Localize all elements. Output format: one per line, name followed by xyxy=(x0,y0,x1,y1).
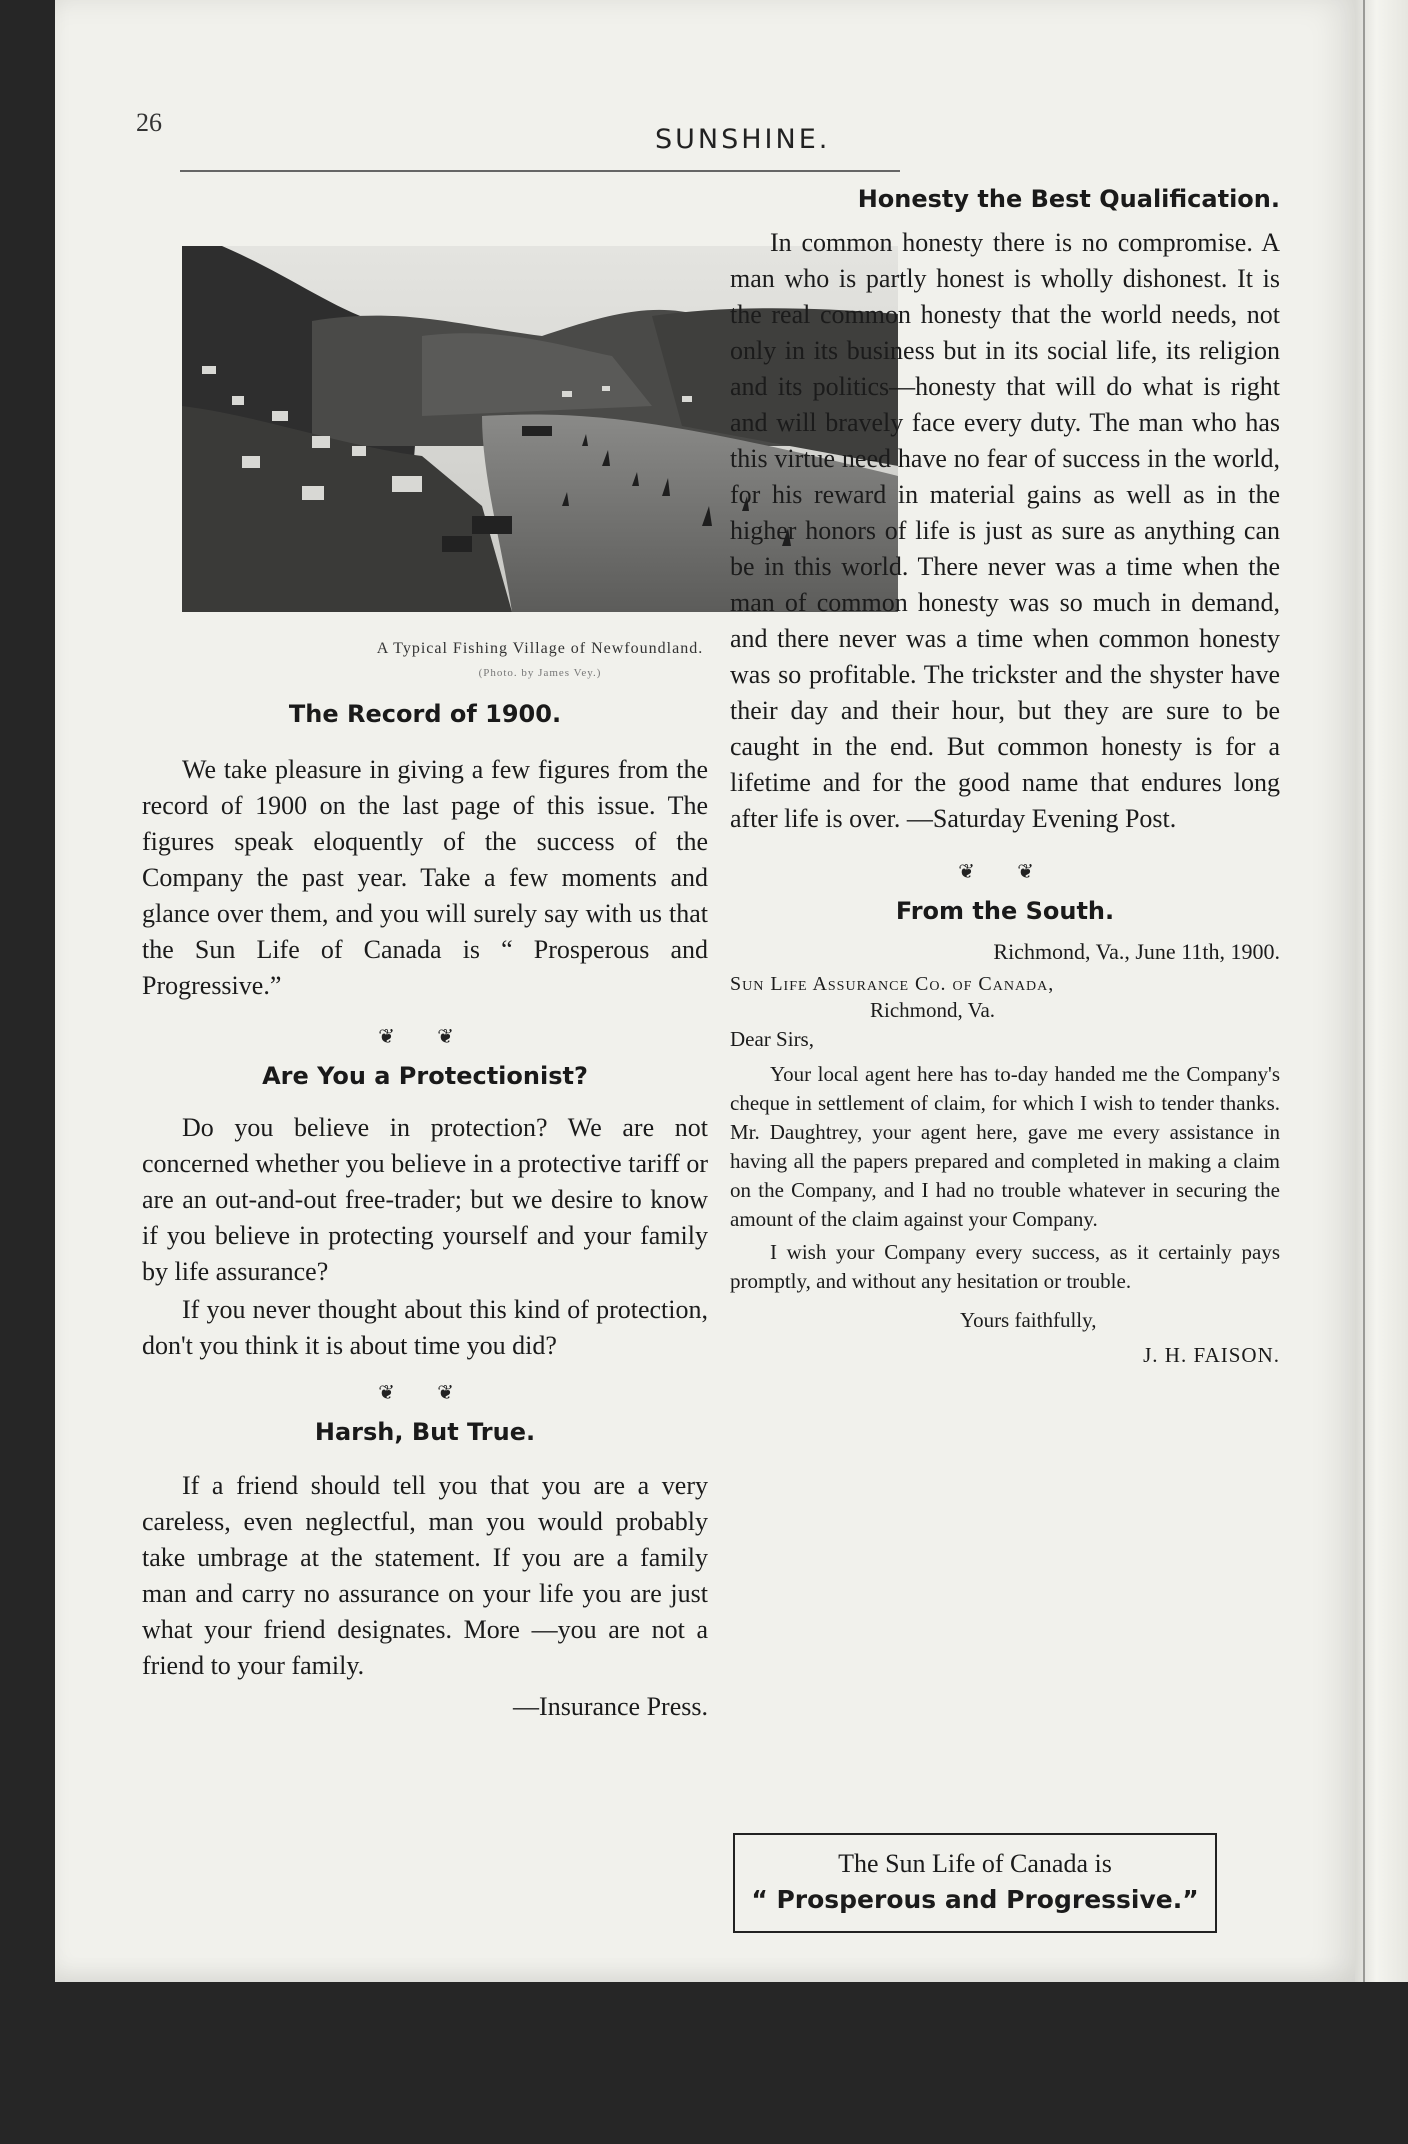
honesty-heading: Honesty the Best Qualification. xyxy=(857,185,1280,213)
honesty-body: In common honesty there is no compromise. A man who is partly honest is wholly dishonest. It is the real common honesty that the world needs, not only in its business but in its social life, its religion and its politics—honesty that will do what is right and will bravely face every duty. The man who has this virtue need have no fear of success in the world, for his reward in material gains as well as in the higher honors of life is just as sure as anything can be in this world. There never was a time when the man of common honesty was so much in demand, and there never was a time when common honesty was so profitable. The trickster and the shyster have their day and their hour, but they are sure to be caught in the end. But common honesty is for a lifetime and for the good name that endures long after life is over. —Saturday Evening Post. xyxy=(730,228,1280,833)
section-ornament: ❦ ❦ xyxy=(378,1024,472,1048)
letter-closing: Yours faithfully, xyxy=(960,1308,1097,1332)
section-ornament: ❦ ❦ xyxy=(378,1380,472,1404)
protectionist-paragraph-2: If you never thought about this kind of protection, don't you think it is about time you did? xyxy=(142,1295,708,1360)
letter-paragraph-2: I wish your Company every success, as it certainly pays promptly, and without any hesitation or trouble. xyxy=(730,1240,1280,1293)
harsh-body: If a friend should tell you that you are a very careless, even neglectful, man you would probably take umbrage at the statement. If you are a family man and carry no assurance on your life you are just what your friend designates. More —you are not a friend to your family. xyxy=(142,1471,708,1680)
record-heading: The Record of 1900. xyxy=(288,700,562,728)
slogan-box xyxy=(733,1833,1217,1933)
protectionist-paragraph-1: Do you believe in protection? We are not concerned whether you believe in a protective tariff or are an out-and-out free-trader; but we desire to know if you believe in protecting yourself and your family by life assurance? xyxy=(142,1113,708,1286)
page-number: 26 xyxy=(136,108,162,137)
protectionist-heading: Are You a Protectionist? xyxy=(262,1062,588,1090)
slogan-line-1: The Sun Life of Canada is xyxy=(838,1849,1112,1878)
section-ornament: ❦ ❦ xyxy=(958,859,1052,883)
letter-salutation: Dear Sirs, xyxy=(730,1027,814,1051)
photo-caption: A Typical Fishing Village of Newfoundland. xyxy=(376,640,704,657)
letter-paragraph-1: Your local agent here has to-day handed me the Company's cheque in settlement of claim, for which I wish to tender thanks. Mr. Daughtrey, your agent here, gave me every assistance in having all the papers prepared and completed in making a claim on the Company, and I had no trouble whatever in securing the amount of the claim against your Company. xyxy=(730,1062,1280,1231)
letter-signature: J. H. FAISON. xyxy=(1143,1343,1280,1367)
letter-addressee: Sun Life Assurance Co. of Canada, xyxy=(730,973,1055,995)
harsh-source: —Insurance Press. xyxy=(513,1692,708,1721)
right-column xyxy=(730,185,1280,1368)
slogan-line-2: “ Prosperous and Progressive.” xyxy=(751,1885,1199,1914)
record-body: We take pleasure in giving a few figures from the record of 1900 on the last page of this issue. The figures speak eloquently of the success of the Company the past year. Take a few moments and glance over them, and you will surely say with us that the Sun Life of Canada is “ Prosperous and Progressive.” xyxy=(142,755,708,1000)
south-heading: From the South. xyxy=(895,897,1115,925)
photo-credit: (Photo. by James Vey.) xyxy=(478,667,602,679)
letter-city: Richmond, Va. xyxy=(870,998,996,1022)
harsh-heading: Harsh, But True. xyxy=(314,1418,536,1446)
left-column xyxy=(142,690,708,1722)
page-edge xyxy=(1355,0,1408,1982)
letter-date: Richmond, Va., June 11th, 1900. xyxy=(993,939,1280,964)
running-title: SUNSHINE. xyxy=(655,124,831,155)
